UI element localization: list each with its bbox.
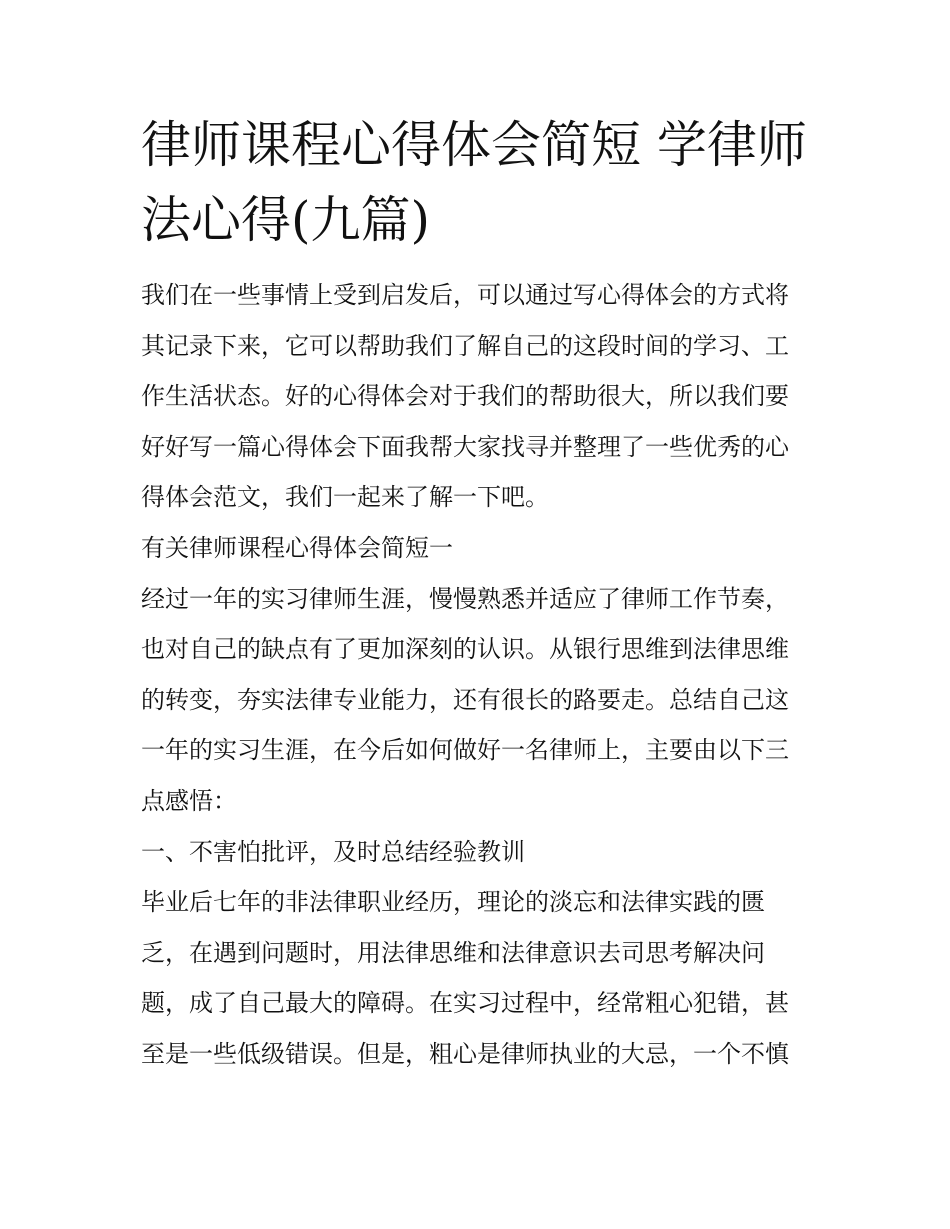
- title-line-2: 法心得(九篇): [141, 191, 431, 249]
- body-line: 也对自己的缺点有了更加深刻的认识。从银行思维到法律思维: [141, 635, 789, 664]
- spacer: [141, 258, 813, 270]
- document-page: [141, 108, 813, 1080]
- body-line: 至是一些低级错误。但是，粗心是律师执业的大忌，一个不慎: [141, 1039, 789, 1068]
- body-line: 好好写一篇心得体会下面我帮大家找寻并整理了一些优秀的心: [141, 432, 789, 461]
- body-line: 一年的实习生涯，在今后如何做好一名律师上，主要由以下三: [141, 736, 789, 765]
- title-line-1: 律师课程心得体会简短 学律师: [141, 116, 807, 174]
- body-line: 点感悟：: [141, 786, 237, 815]
- section-heading: 有关律师课程心得体会简短一: [141, 533, 453, 562]
- body-line: 得体会范文，我们一起来了解一下吧。: [141, 483, 549, 512]
- body-line: 毕业后七年的非法律职业经历，理论的淡忘和法律实践的匮: [141, 888, 765, 917]
- body-line: 我们在一些事情上受到启发后，可以通过写心得体会的方式将: [141, 281, 789, 309]
- body-line: 乏，在遇到问题时，用法律思维和法律意识去司思考解决问: [141, 938, 765, 967]
- body-line: 题，成了自己最大的障碍。在实习过程中，经常粗心犯错，甚: [141, 989, 789, 1018]
- body-line: 经过一年的实习律师生涯，慢慢熟悉并适应了律师工作节奏，: [141, 584, 789, 613]
- body-line: 作生活状态。好的心得体会对于我们的帮助很大，所以我们要: [141, 382, 789, 411]
- body-line: 其记录下来，它可以帮助我们了解自己的这段时间的学习、工: [141, 331, 789, 360]
- subsection-heading: 一、不害怕批评，及时总结经验教训: [141, 837, 525, 866]
- body-line: 的转变，夯实法律专业能力，还有很长的路要走。总结自己这: [141, 685, 789, 714]
